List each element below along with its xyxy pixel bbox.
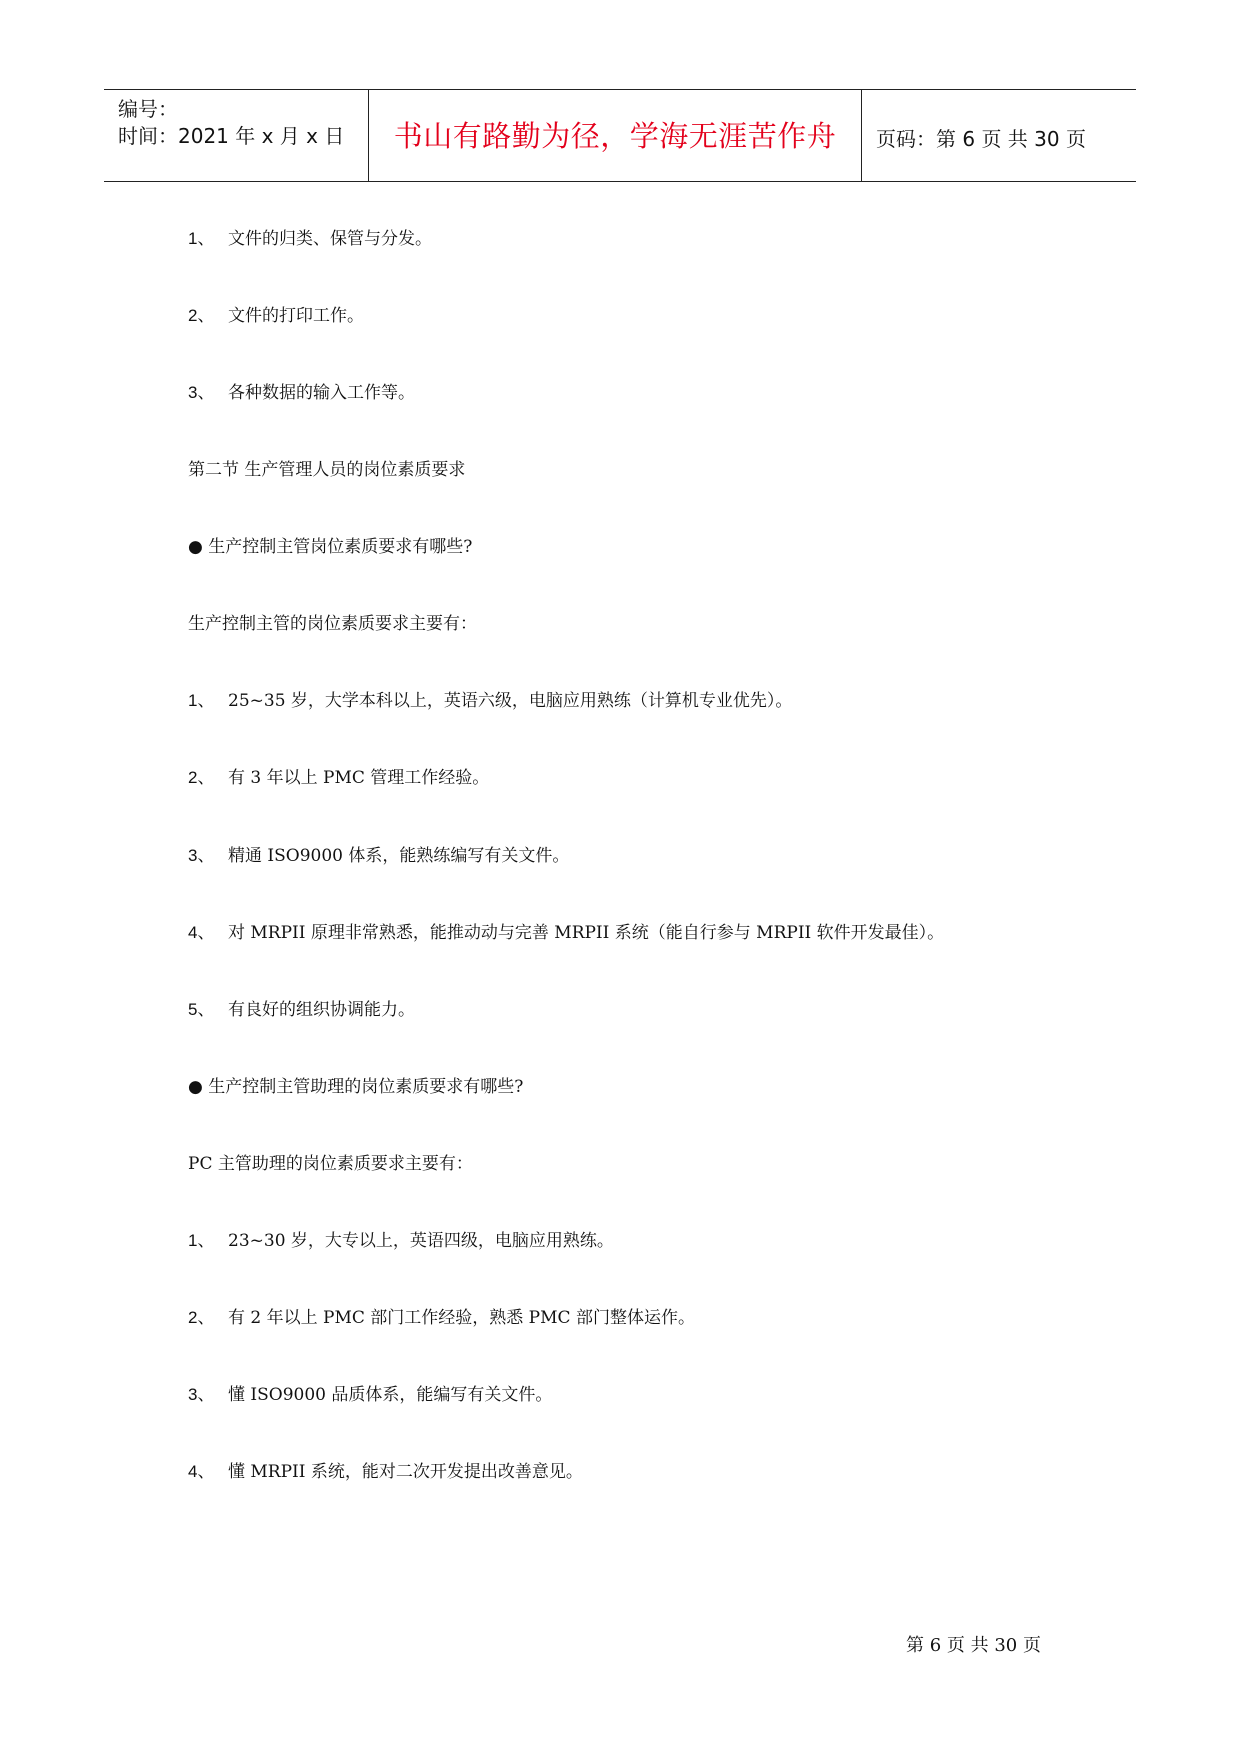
item-number: 5、 <box>188 1000 215 1019</box>
section-heading: 第二节 生产管理人员的岗位素质要求 <box>188 460 466 480</box>
header-page-cell <box>862 90 1136 181</box>
list-item <box>188 304 364 328</box>
list-item <box>188 766 489 790</box>
item-number: 3、 <box>188 846 215 865</box>
item-text: 有良好的组织协调能力。 <box>228 1000 415 1020</box>
list-item <box>188 1383 552 1407</box>
list-item <box>188 844 569 868</box>
item-number: 1、 <box>188 691 215 710</box>
item-text: 对 MRPII 原理非常熟悉，能推动动与完善 MRPII 系统（能自行参与 MRPII 软件开发最佳）。 <box>228 923 945 943</box>
paragraph: 生产控制主管的岗位素质要求主要有： <box>188 614 477 634</box>
item-number: 1、 <box>188 1231 215 1250</box>
motto: 书山有路勤为径，学海无涯苦作舟 <box>393 119 837 153</box>
list-item <box>188 1460 583 1484</box>
item-number: 4、 <box>188 923 215 942</box>
item-text: 有 3 年以上 PMC 管理工作经验。 <box>228 768 490 788</box>
item-text: 懂 MRPII 系统，能对二次开发提出改善意见。 <box>228 1462 583 1482</box>
list-item <box>188 381 415 405</box>
item-text: 25~35 岁，大学本科以上，英语六级，电脑应用熟练（计算机专业优先）。 <box>228 691 793 711</box>
item-number: 4、 <box>188 1462 215 1481</box>
item-text: 精通 ISO9000 体系，能熟练编写有关文件。 <box>228 846 570 866</box>
paragraph: PC 主管助理的岗位素质要求主要有： <box>188 1154 473 1174</box>
list-item <box>188 998 415 1022</box>
list-item <box>188 921 944 945</box>
item-number: 3、 <box>188 383 215 402</box>
page-header <box>104 89 1136 182</box>
footer-page-number: 第 6 页 共 30 页 <box>906 1635 1041 1656</box>
question-bullet: ● 生产控制主管岗位素质要求有哪些? <box>188 537 473 557</box>
list-item <box>188 1306 695 1330</box>
item-number: 2、 <box>188 768 215 787</box>
document-code: 编号： <box>118 97 178 121</box>
document-date: 时间：2021 年 x 月 x 日 <box>118 124 345 148</box>
question-bullet: ● 生产控制主管助理的岗位素质要求有哪些? <box>188 1077 524 1097</box>
list-item <box>188 227 432 251</box>
item-number: 2、 <box>188 1308 215 1327</box>
header-page-number: 页码：第 6 页 共 30 页 <box>876 127 1086 151</box>
header-motto-cell <box>368 90 862 181</box>
item-text: 文件的归类、保管与分发。 <box>228 229 432 249</box>
header-meta-cell <box>104 90 368 181</box>
item-text: 文件的打印工作。 <box>228 306 364 326</box>
list-item <box>188 689 792 713</box>
item-number: 3、 <box>188 1385 215 1404</box>
item-number: 2、 <box>188 306 215 325</box>
item-number: 1、 <box>188 229 215 248</box>
item-text: 懂 ISO9000 品质体系，能编写有关文件。 <box>228 1385 553 1405</box>
item-text: 各种数据的输入工作等。 <box>228 383 415 403</box>
item-text: 有 2 年以上 PMC 部门工作经验，熟悉 PMC 部门整体运作。 <box>228 1308 695 1328</box>
item-text: 23~30 岁，大专以上，英语四级，电脑应用熟练。 <box>228 1231 614 1251</box>
list-item <box>188 1229 614 1253</box>
